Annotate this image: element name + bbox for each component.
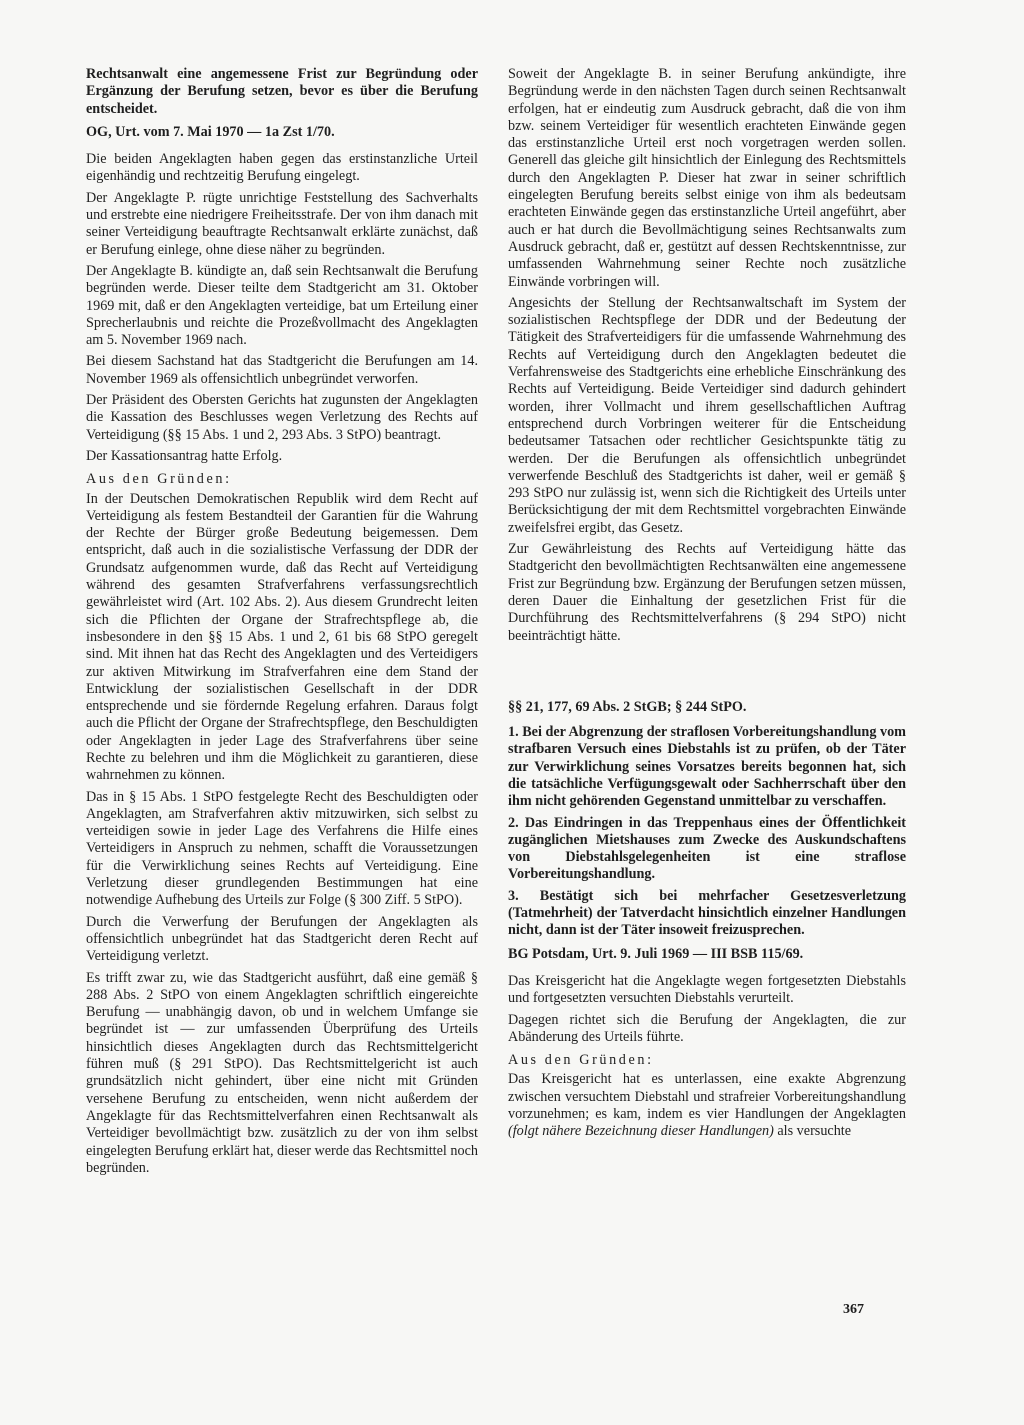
paragraph-text: als versuchte xyxy=(773,1123,852,1140)
paragraph xyxy=(508,1071,906,1140)
section-heading: Aus den Gründen: xyxy=(508,1052,654,1069)
decision-citation: OG, Urt. vom 7. Mai 1970 — 1a Zst 1/70. xyxy=(86,123,335,140)
paragraph: Soweit der Angeklagte B. in seiner Berufung ankündigte, ihre Begründung werde in den nächsten Tagen durch seinen Rechtsanwalt erfolgen, hat er eindeutig zum Ausdruck gebracht, daß die von ihm bzw. seinem Verteidiger für wesentlich erachteten Einwände gegen das erstinstanzliche Urteil erst noch vorgetragen werden sollen. Generell das gleiche gilt hinsichtlich der Einlegung des Rechtsmittels durch den Angeklagten P. Dieser hat zwar in seiner schriftlich eingelegten Berufung bereits selbst einige von ihm als bedeutsam erachteten Einwände gegen das erstinstanzliche Urteil angeführt, aber auch er hat durch die Bevollmächtigung seines Rechtsanwalts zum Ausdruck gebracht, daß er, gestützt auf dessen Rechtskenntnisse, zur umfassenden Wahrnehmung seiner Rechte noch zusätzliche Einwände vorbringen will. xyxy=(508,66,906,290)
paragraph: Der Angeklagte B. kündigte an, daß sein Rechtsanwalt die Berufung begründen werde. Dieser teilte dem Stadtgericht am 31. Oktober 1969 mit, daß er den Angeklagten verteidige, bat um Erteilung einer Sprecherlaubnis und reichte die Prozeßvollmacht des Angeklagten am 5. November 1969 nach. xyxy=(86,262,478,349)
paragraph-text: Das Kreisgericht hat es unterlassen, eine exakte Abgrenzung zwischen versuchtem Diebstahl und strafreier Vorbereitungshandlung vorzunehmen; es kam, indem es vier Handlungen der Angeklagten xyxy=(508,1071,906,1123)
paragraph: Das Kreisgericht hat die Angeklagte wegen fortgesetzten Diebstahls und fortgesetzten versuchten Diebstahls verurteilt. xyxy=(508,972,906,1007)
paragraph: Es trifft zwar zu, wie das Stadtgericht ausführt, daß eine gemäß § 288 Abs. 2 StPO von einem Angeklagten schriftlich eingereichte Berufung — unabhängig davon, ob und in welchem Umfange sie begründet ist — zur umfassenden Überprüfung des Urteils hinsichtlich dieses Angeklagten durch das Rechtsmittelgericht führen muß (§ 291 StPO). Das Rechtsmittelgericht ist auch grundsätzlich nicht gehindert, über eine nicht mit Gründen versehene Berufung zu entscheiden, wenn nicht außerdem der Angeklagte für das Rechtsmittelverfahren einen Rechtsanwalt als Verteidiger bevollmächtigt bzw. zusätzlich zu der von ihm selbst eingelegten Berufung erklärt hat, dieser werde das Rechtsmittel noch begründen. xyxy=(86,969,478,1176)
paragraph: Dagegen richtet sich die Berufung der Angeklagten, die zur Abänderung des Urteils führte. xyxy=(508,1011,906,1045)
headnote-item: 1. Bei der Abgrenzung der straflosen Vorbereitungshandlung vom strafbaren Versuch eines Diebstahls ist zu prüfen, ob der Täter zur Verwirklichung seines Vorsatzes bereits begonnen hat, sich die tatsächliche Verfügungsgewalt oder Sachherrschaft über den ihm nicht gehörenden Gegenstand unmittelbar zu verschaffen. xyxy=(508,724,906,810)
paragraph-italic-text: (folgt nähere Bezeichnung dieser Handlungen) xyxy=(508,1123,774,1140)
spacer xyxy=(508,649,906,699)
paragraph: Der Präsident des Obersten Gerichts hat zugunsten der Angeklagten die Kassation des Beschlusses wegen Verletzung des Rechts auf Verteidigung (§§ 15 Abs. 1 und 2, 293 Abs. 3 StPO) beantragt. xyxy=(86,392,478,443)
headnote-item: 3. Bestätigt sich bei mehrfacher Gesetzesverletzung (Tatmehrheit) der Tatverdacht hinsichtlich einzelner Handlungen nicht, dann ist der Täter insoweit freizusprechen. xyxy=(508,887,906,939)
paragraph: Das in § 15 Abs. 1 StPO festgelegte Recht des Beschuldigten oder Angeklagten, am Strafverfahren aktiv mitzuwirken, sich selbst zu verteidigen sowie in jeder Lage des Verfahrens die Hilfe eines Verteidigers in Anspruch zu nehmen, schafft die Voraussetzungen für die Verwirklichung seines Rechts auf Verteidigung. Eine Verletzung dieser grundlegenden Bestimmungen hat eine notwendige Aufhebung des Urteils zur Folge (§ 300 Ziff. 5 StPO). xyxy=(86,788,478,909)
paragraph: Der Kassationsantrag hatte Erfolg. xyxy=(86,447,283,464)
decision-citation: BG Potsdam, Urt. 9. Juli 1969 — III BSB 115/69. xyxy=(508,945,804,962)
headnote: Rechtsanwalt eine angemessene Frist zur Begründung oder Ergänzung der Berufung setzen, bevor es über die Berufung entscheidet. xyxy=(86,66,478,117)
left-column xyxy=(86,66,478,1181)
paragraph: Durch die Verwerfung der Berufungen der Angeklagten als offensichtlich unbegründet hat das Stadtgericht deren Recht auf Verteidigung verletzt. xyxy=(86,913,478,965)
right-column xyxy=(508,66,906,1145)
headnote-item: 2. Das Eindringen in das Treppenhaus eines der Öffentlichkeit zugänglichen Mietshauses zum Zwecke des Auskundschaftens von Diebstahlsgelegenheiten ist eine straflose Vorbereitungshandlung. xyxy=(508,814,906,883)
paragraph: Die beiden Angeklagten haben gegen das erstinstanzliche Urteil eigenhändig und rechtzeitig Berufung eingelegt. xyxy=(86,151,478,185)
paragraph: Angesichts der Stellung der Rechtsanwaltschaft im System der sozialistischen Rechtspflege der DDR und der Bedeutung der Tätigkeit des Strafverteidigers für die umfassende Wahrnehmung des Rechts auf Verteidigung durch den Angeklagten bedeutet die Verfahrensweise des Stadtgerichts eine erhebliche Einschränkung des Rechts auf Verteidigung. Beide Verteidiger sind dadurch gehindert worden, ihrer Vollmacht und ihrem gesellschaftlichen Auftrag entsprechend durch Vorbringen weiterer für die Entscheidung bedeutsamer Tatsachen oder rechtlicher Gesichtspunkte tätig zu werden. Der die Berufungen als offensichtlich unbegründet verwerfende Beschluß des Stadtgerichts ist daher, weil er gemäß § 293 StPO nur zulässig ist, wenn sich die Richtigkeit des Urteils unter Berücksichtigung der mit dem Rechtsmittel vorgebrachten Einwände zweifelsfrei ergibt, das Gesetz. xyxy=(508,294,906,536)
section-heading: Aus den Gründen: xyxy=(86,471,232,488)
paragraph: Bei diesem Sachstand hat das Stadtgericht die Berufungen am 14. November 1969 als offensichtlich unbegründet verworfen. xyxy=(86,353,478,387)
statute-reference: §§ 21, 177, 69 Abs. 2 StGB; § 244 StPO. xyxy=(508,698,747,715)
paragraph: In der Deutschen Demokratischen Republik wird dem Recht auf Verteidigung als festem Bestandteil der Garantien für die Wahrung der Rechte der Bürger große Bedeutung beigemessen. Dem entspricht, daß auch in die sozialistische Verfassung der DDR der Grundsatz aufgenommen wurde, daß das Recht auf Verteidigung während des gesamten Strafverfahrens verfassungsrechtlich gewährleistet wird (Art. 102 Abs. 2). Aus diesem Grundrecht leiten sich die Pflichten der Organe der Strafrechtspflege ab, die insbesondere in den §§ 15 Abs. 1 und 2, 61 bis 68 StPO geregelt sind. Mit ihnen hat das Recht des Angeklagten und des Verteidigers zur aktiven Mitwirkung im Strafverfahren eine dem Stand der Entwicklung der sozialistischen Gesellschaft in der DDR entsprechende und sie fördernde Regelung erfahren. Daraus folgt auch die Pflicht der Organe der Strafrechtspflege, den Beschuldigten oder Angeklagten in jeder Lage des Strafverfahrens über seine Rechte zu belehren und ihm die Möglichkeit zu garantieren, diese wahrnehmen zu können. xyxy=(86,490,478,784)
page-number: 367 xyxy=(843,1302,864,1317)
paragraph: Zur Gewährleistung des Rechts auf Verteidigung hätte das Stadtgericht den bevollmächtigten Rechtsanwälten eine angemessene Frist zur Begründung bzw. Ergänzung der Berufungen setzen müssen, deren Dauer die Einhaltung der gesetzlichen Frist für die Durchführung des Rechtsmittelverfahrens (§ 294 StPO) nicht beeinträchtigt hätte. xyxy=(508,541,906,644)
paragraph: Der Angeklagte P. rügte unrichtige Feststellung des Sachverhalts und erstrebte eine niedrigere Freiheitsstrafe. Der von ihm danach mit seiner Verteidigung beauftragte Rechtsanwalt erklärte zunächst, daß er Berufung einlege, ohne diese näher zu begründen. xyxy=(86,189,478,258)
